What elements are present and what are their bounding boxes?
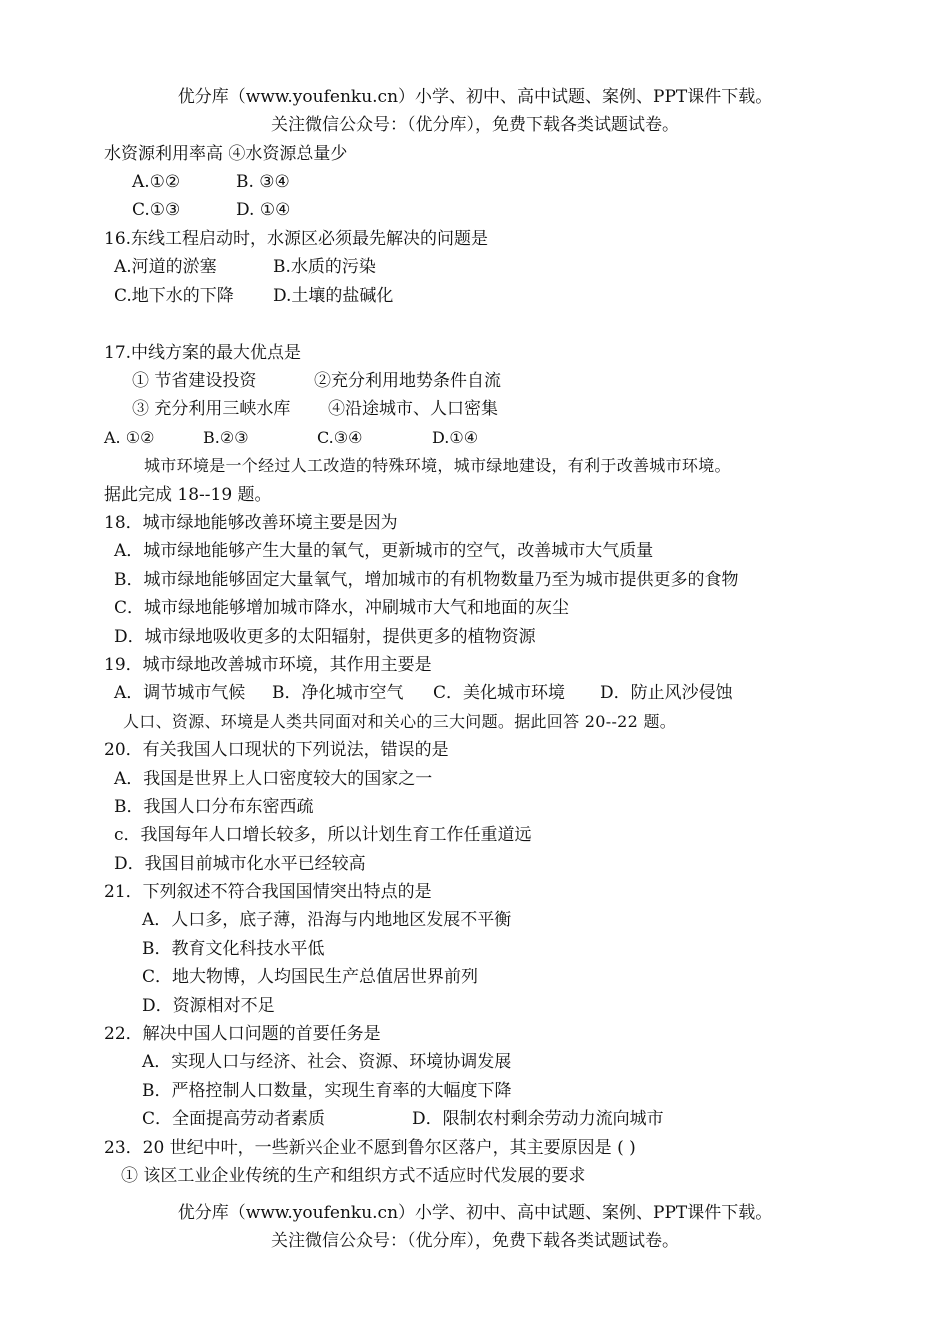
footer-line-2: 关注微信公众号：（优分库），免费下载各类试题试卷。 <box>271 1231 679 1251</box>
q22-option-d: D．限制农村剩余劳动力流向城市 <box>412 1109 664 1129</box>
footer-line-1: 优分库（www.youfenku.cn）小学、初中、高中试题、案例、PPT课件下载。 <box>177 1203 773 1223</box>
q23-stem: 23．20 世纪中叶，一些新兴企业不愿到鲁尔区落户，其主要原因是 ( ) <box>104 1138 636 1158</box>
q20-option-b: B．我国人口分布东密西疏 <box>114 797 314 817</box>
q16-option-d: D.土壤的盐碱化 <box>273 286 394 306</box>
q19-option-a: A．调节城市气候 <box>114 683 246 703</box>
q22-option-b: B．严格控制人口数量，实现生育率的大幅度下降 <box>142 1081 512 1101</box>
q19-option-d: D．防止风沙侵蚀 <box>600 683 733 703</box>
q21-option-b: B．教育文化科技水平低 <box>142 939 325 959</box>
passage-2-line-1: 人口、资源、环境是人类共同面对和关心的三大问题。据此回答 20--22 题。 <box>123 712 677 731</box>
q22-stem: 22．解决中国人口问题的首要任务是 <box>104 1024 381 1044</box>
q21-stem: 21．下列叙述不符合我国国情突出特点的是 <box>104 882 432 902</box>
q17-item-1: ① 节省建设投资 <box>132 371 257 391</box>
q18-stem: 18．城市绿地能够改善环境主要是因为 <box>104 513 398 533</box>
q20-option-d: D．我国目前城市化水平已经较高 <box>114 854 366 874</box>
q17-option-c: C.③④ <box>317 428 363 447</box>
q16-option-c: C.地下水的下降 <box>114 286 234 306</box>
q18-option-a: A．城市绿地能够产生大量的氧气，更新城市的空气，改善城市大气质量 <box>114 541 654 561</box>
q22-option-a: A．实现人口与经济、社会、资源、环境协调发展 <box>142 1052 512 1072</box>
q17-option-d: D.①④ <box>432 428 479 447</box>
header-line-1: 优分库（www.youfenku.cn）小学、初中、高中试题、案例、PPT课件下载。 <box>177 87 773 107</box>
q17-option-a: A. ①② <box>104 428 155 447</box>
q21-option-d: D．资源相对不足 <box>142 996 275 1016</box>
q20-option-a: A．我国是世界上人口密度较大的国家之一 <box>114 769 433 789</box>
header-line-2: 关注微信公众号：（优分库），免费下载各类试题试卷。 <box>271 115 679 135</box>
q16-option-b: B.水质的污染 <box>273 257 376 277</box>
q18-option-d: D．城市绿地吸收更多的太阳辐射，提供更多的植物资源 <box>114 627 536 647</box>
q18-option-c: C．城市绿地能够增加城市降水，冲刷城市大气和地面的灰尘 <box>114 598 570 618</box>
q19-option-b: B．净化城市空气 <box>272 683 404 703</box>
q17-stem: 17.中线方案的最大优点是 <box>104 343 302 363</box>
q15-continuation: 水资源利用率高 ④水资源总量少 <box>104 144 348 164</box>
q21-option-a: A．人口多，底子薄，沿海与内地地区发展不平衡 <box>142 910 512 930</box>
q19-stem: 19．城市绿地改善城市环境，其作用主要是 <box>104 655 432 675</box>
q16-stem: 16.东线工程启动时，水源区必须最先解决的问题是 <box>104 229 489 249</box>
q18-option-b: B．城市绿地能够固定大量氧气，增加城市的有机物数量乃至为城市提供更多的食物 <box>114 570 739 590</box>
passage-1-line-2: 据此完成 18--19 题。 <box>104 485 272 505</box>
q20-stem: 20．有关我国人口现状的下列说法，错误的是 <box>104 740 449 760</box>
q20-option-c: c．我国每年人口增长较多，所以计划生育工作任重道远 <box>114 825 532 845</box>
q17-item-3: ③ 充分利用三峡水库 <box>132 399 291 419</box>
q19-option-c: C．美化城市环境 <box>433 683 566 703</box>
q15-option-d: D. ①④ <box>236 200 291 220</box>
q15-option-b: B. ③④ <box>236 172 290 192</box>
q17-option-b: B.②③ <box>203 428 249 447</box>
passage-1-line-1: 城市环境是一个经过人工改造的特殊环境，城市绿地建设，有利于改善城市环境。 <box>144 456 731 475</box>
q21-option-c: C．地大物博，人均国民生产总值居世界前列 <box>142 967 479 987</box>
q16-option-a: A.河道的淤塞 <box>114 257 217 277</box>
q23-item-1: ① 该区工业企业传统的生产和组织方式不适应时代发展的要求 <box>121 1166 586 1186</box>
q17-item-4: ④沿途城市、人口密集 <box>328 399 498 419</box>
q22-option-c: C．全面提高劳动者素质 <box>142 1109 326 1129</box>
q15-option-c: C.①③ <box>132 200 181 220</box>
q17-item-2: ②充分利用地势条件自流 <box>314 371 501 391</box>
q15-option-a: A.①② <box>132 172 181 192</box>
